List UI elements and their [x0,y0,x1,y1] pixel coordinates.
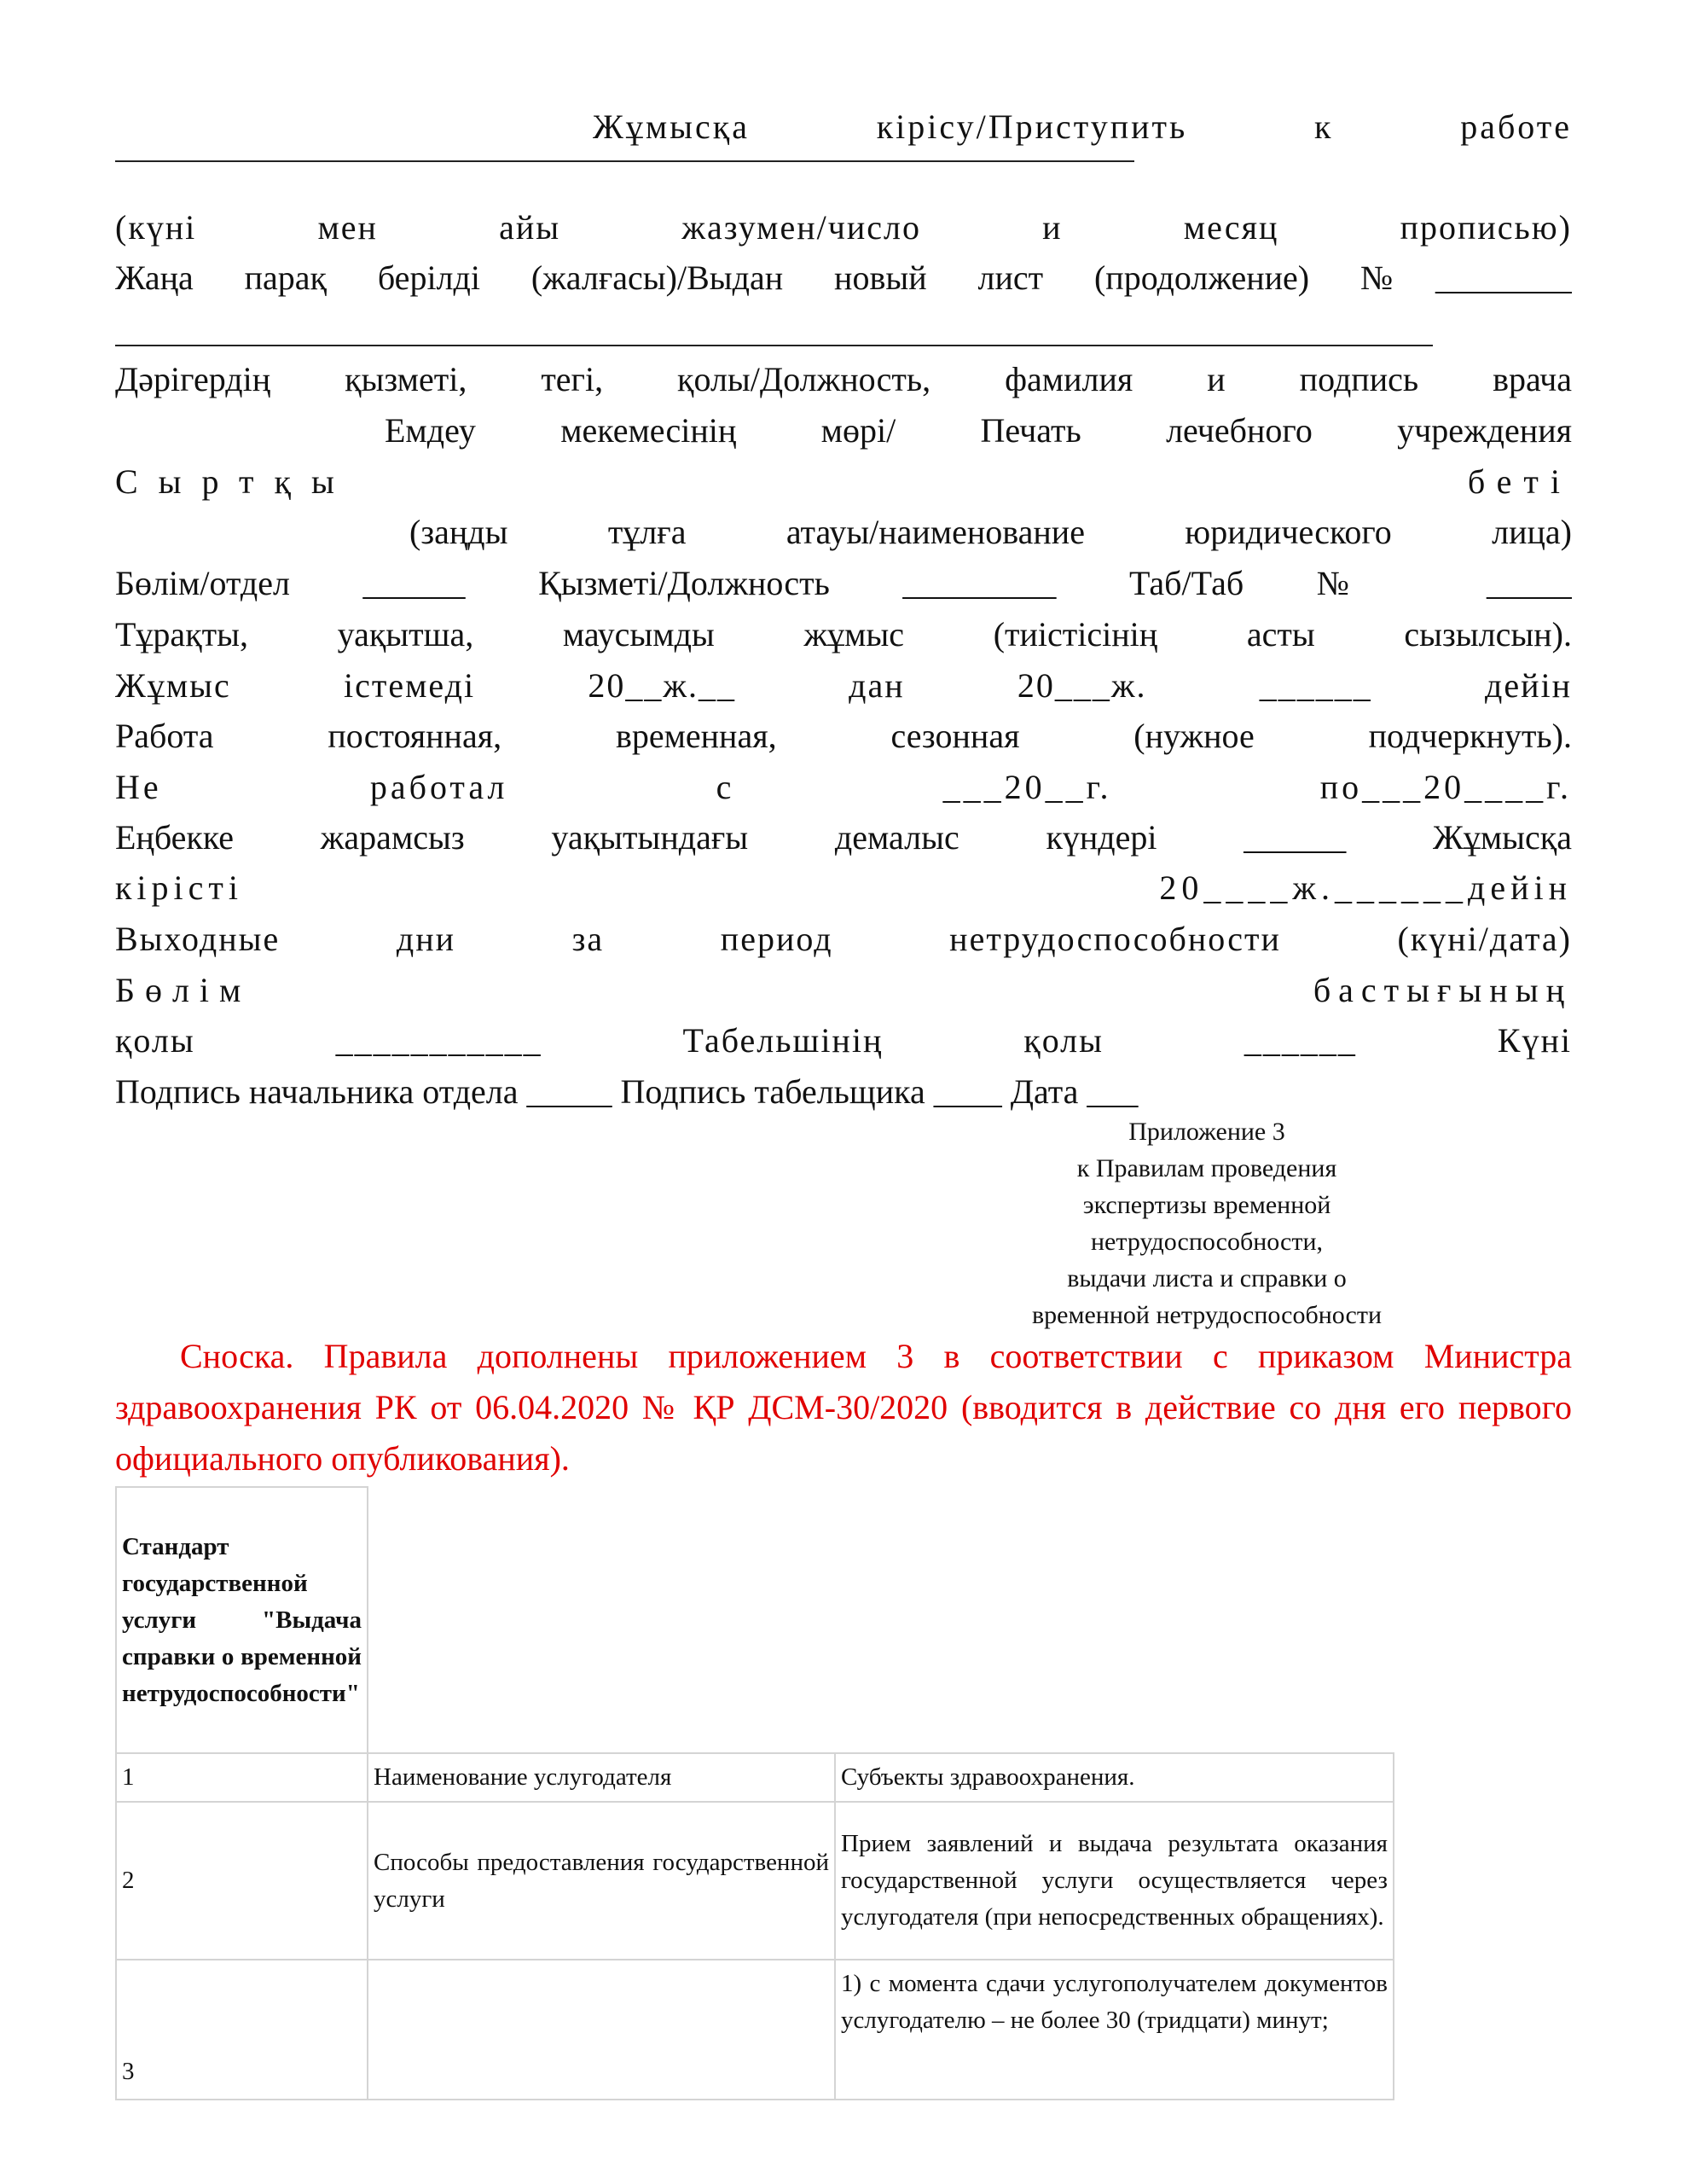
row-value-text: 1) с момента сдачи услугополучателем документов услугодателю – не более 30 (тридцати) минут; [841,1970,1388,2034]
form-line-legal-entity: (заңды тұлға атауы/наименование юридического лица) [409,513,1572,551]
appendix-line: нетрудоспособности, [1090,1228,1324,1256]
form-line-not-worked-kz: Жұмыс істемеді 20__ж.__ дан 20___ж. ______ дейін [115,666,1572,705]
form-line-work-type-kz: Тұрақты, уақытша, маусымды жұмыс (тиістісінің асты сызылсын). [115,615,1572,653]
form-line-signature-ru: Подпись начальника отдела _____ Подпись табельщика ____ Дата ___ [115,1072,1139,1111]
form-line-stamp: Емдеу мекемесінің мөрі/ Печать лечебного учреждения [385,411,1572,450]
appendix-line: к Правилам проведения [1076,1154,1337,1182]
form-line-department: Бөлім/отдел ______ Қызметі/Должность _________ Таб/Таб № _____ [115,564,1572,602]
empty-cell [368,1487,835,1753]
table-row [116,1802,1394,1960]
table-row [116,1753,1394,1802]
form-line-work-type-ru: Работа постоянная, временная, сезонная (нужное подчеркнуть). [115,717,1572,755]
row-name: Способы предоставления государственной услуги [368,1802,835,1960]
form-line-signature-kz: қолы ___________ Табельшінің қолы ______ Күні [115,1021,1572,1060]
form-line-start-work: Жұмысқа кірісу/Приступить к работе [593,107,1572,146]
table-header-cell: Стандарт государственной услуги "Выдача справки о временной нетрудоспособности" [116,1487,368,1753]
service-standard-table [115,1486,1394,2100]
appendix-line: временной нетрудоспособности [1032,1301,1382,1329]
row-value: Субъекты здравоохранения. [835,1753,1394,1802]
underline-field [115,345,1433,346]
form-line-head-right: бастығының [1313,971,1572,1009]
appendix-line: экспертизы временной [1082,1191,1331,1219]
form-line-days-off-ru: Выходные дни за период нетрудоспособности (күні/дата) [115,920,1572,958]
row-value [835,1960,1394,2100]
form-line-not-worked-ru: Не работал с ___20__г. по___20____г. [115,768,1572,806]
empty-cell [835,1487,1394,1753]
row-value: Прием заявлений и выдача результата оказания государственной услуги осуществляется через услугодателя (при непосредственных обращениях). [835,1802,1394,1960]
appendix-line: Приложение 3 [1128,1118,1285,1146]
form-line-days-off-kz: Еңбекке жарамсыз уақытындағы демалыс күндері ______ Жұмысқа [115,818,1572,857]
row-number: 2 [116,1802,368,1960]
form-line-started-right: 20____ж.______дейін [1159,868,1572,907]
form-line-doctor: Дәрігердің қызметі, тегі, қолы/Должность, фамилия и подпись врача [115,360,1572,398]
row-number: 3 [116,1960,368,2100]
row-number: 1 [116,1753,368,1802]
table-row [116,1960,1394,2100]
table-header-row [116,1487,1394,1753]
amendment-footnote: Сноска. Правила дополнены приложением 3 в соответствии с приказом Министра здравоохранения РК от 06.04.2020 № ҚР ДСМ-30/2020 (вводится в действие со дня его первого официального опубликования). [115,1337,1572,1478]
row-name: Наименование услугодателя [368,1753,835,1802]
form-line-outer-side-left: Сыртқы [115,462,355,501]
form-line-started-left: кірісті [115,868,244,907]
row-name [368,1960,835,2100]
form-line-new-sheet: Жаңа парақ берілді (жалғасы)/Выдан новый лист (продолжение) №________ [115,258,1572,297]
form-line-date-words: (күні мен айы жазумен/число и месяц прописью) [115,208,1572,247]
appendix-heading [968,1113,1446,1333]
appendix-line: выдачи листа и справки о [1067,1264,1347,1292]
underline-field [115,160,1134,162]
form-line-outer-side-right: беті [1467,462,1572,501]
form-line-head-left: Бөлім [115,971,252,1009]
